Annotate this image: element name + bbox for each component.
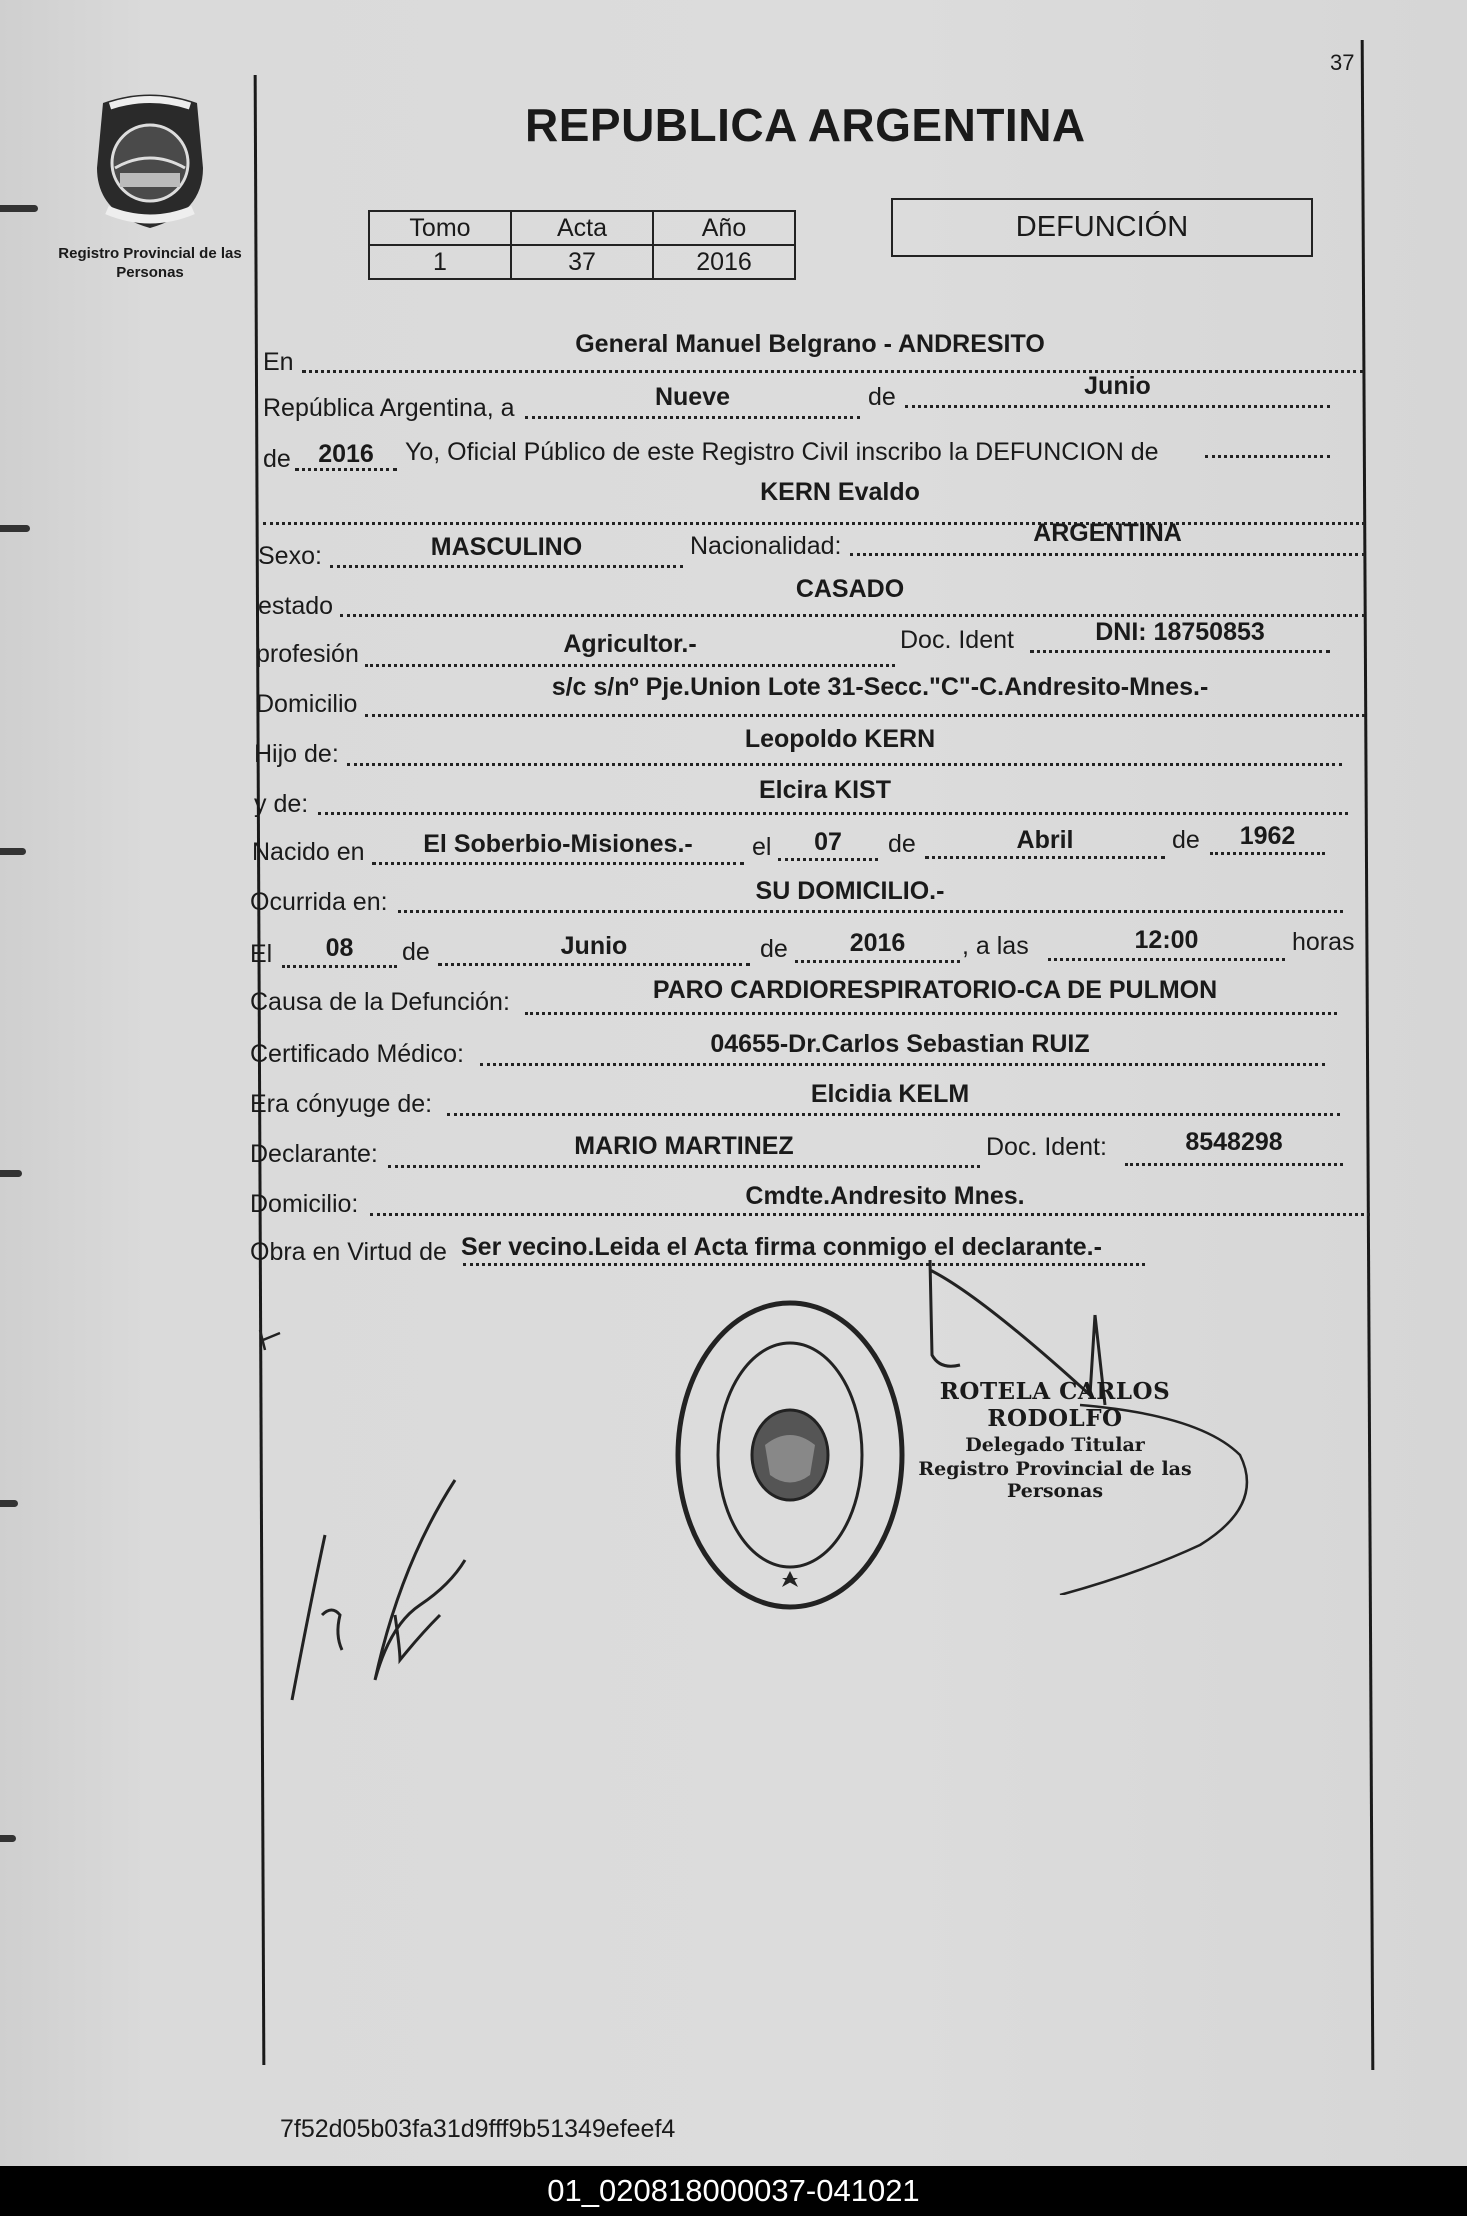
dotted-line	[795, 960, 960, 963]
dotted-line	[525, 416, 860, 419]
page-number: 37	[1330, 50, 1355, 75]
certificado-value: 04655-Dr.Carlos Sebastian RUIZ	[710, 1030, 1090, 1058]
def-hora-value: 12:00	[1134, 926, 1199, 954]
def-de-label: de	[402, 938, 430, 966]
dotted-line	[330, 565, 683, 568]
dotted-line	[365, 714, 1365, 717]
dotted-line	[850, 553, 1365, 556]
place-value: General Manuel Belgrano - ANDRESITO	[575, 330, 1045, 358]
dotted-line	[398, 910, 1343, 913]
dotted-line	[1125, 1163, 1343, 1166]
sexo-label: Sexo:	[258, 542, 322, 570]
doc2-label: Doc. Ident:	[986, 1133, 1107, 1161]
province-seal-icon	[85, 88, 215, 233]
document-hash: 7f52d05b03fa31d9fff9b51349efeef4	[280, 2115, 676, 2143]
madre-value: Elcira KIST	[759, 776, 891, 804]
binder-mark	[0, 848, 26, 855]
check-mark-icon	[255, 1325, 285, 1355]
yde-label: y de:	[254, 790, 309, 818]
hijo-label: Hijo de:	[254, 740, 339, 768]
alas-label: , a las	[962, 932, 1029, 960]
nacionalidad-label: Nacionalidad:	[690, 532, 842, 560]
nac-de2-label: de	[1172, 826, 1200, 854]
certificado-label: Certificado Médico:	[250, 1040, 464, 1068]
doc-label: Doc. Ident	[900, 626, 1014, 654]
page-title: REPUBLICA ARGENTINA	[525, 99, 1086, 151]
ocurrida-label: Ocurrida en:	[250, 888, 388, 916]
day-value: Nueve	[654, 383, 731, 411]
dotted-line	[905, 405, 1330, 408]
officer-office: Registro Provincial de las Personas	[918, 1458, 1192, 1502]
declarante-value: MARIO MARTINEZ	[574, 1132, 794, 1160]
register-header-acta: Acta	[511, 211, 653, 245]
domicilio-value: s/c s/nº Pje.Union Lote 31-Secc."C"-C.Andresito-Mnes.-	[551, 673, 1209, 701]
dotted-line	[365, 664, 895, 667]
right-border	[1361, 40, 1375, 2070]
binder-mark	[0, 1835, 16, 1842]
binder-mark	[0, 525, 30, 532]
year-value: 2016	[318, 440, 374, 468]
official-stamp-icon	[670, 1295, 910, 1615]
register-value-acta: 37	[511, 245, 653, 279]
republica-label: República Argentina, a	[263, 394, 515, 422]
en-label: En	[263, 348, 294, 376]
dotted-line	[340, 614, 1365, 617]
dotted-line	[525, 1012, 1337, 1015]
obra-value: Ser vecino.Leida el Acta firma conmigo el declarante.-	[461, 1233, 1102, 1261]
domicilio2-value: Cmdte.Andresito Mnes.	[745, 1182, 1025, 1210]
domicilio2-label: Domicilio:	[250, 1190, 359, 1218]
padre-value: Leopoldo KERN	[744, 725, 936, 753]
dotted-line	[388, 1165, 980, 1168]
register-header-tomo: Tomo	[369, 211, 511, 245]
sexo-value: MASCULINO	[430, 533, 583, 561]
declarant-signature-icon	[280, 1475, 510, 1705]
de-label: de	[868, 383, 896, 411]
dotted-line	[370, 1213, 1370, 1216]
domicilio-label: Domicilio	[256, 690, 358, 718]
obra-label: Obra en Virtud de	[250, 1238, 447, 1266]
dotted-line	[447, 1113, 1340, 1116]
dotted-line	[480, 1063, 1325, 1066]
causa-value: PARO CARDIORESPIRATORIO-CA DE PULMON	[652, 976, 1218, 1004]
dotted-line	[372, 862, 744, 865]
month-value: Junio	[1084, 372, 1151, 400]
nac-de-label: de	[888, 830, 916, 858]
doc2-value: 8548298	[1185, 1128, 1283, 1156]
officer-name: ROTELA CARLOS RODOLFO	[939, 1378, 1171, 1432]
ocurrida-value: SU DOMICILIO.-	[755, 877, 945, 905]
doc-value: DNI: 18750853	[1095, 618, 1265, 646]
binder-mark	[0, 205, 38, 212]
dotted-line	[925, 856, 1165, 859]
dotted-line	[778, 858, 878, 861]
def-de2-label: de	[760, 935, 788, 963]
estado-label: estado	[258, 592, 334, 620]
estado-value: CASADO	[795, 575, 905, 603]
de2-label: de	[263, 445, 291, 473]
dotted-line	[347, 763, 1342, 766]
register-header-anio: Año	[653, 211, 795, 245]
nac-anio-value: 1962	[1239, 822, 1296, 850]
footer-id-bar: 01_020818000037-041021	[0, 2166, 1467, 2216]
dotted-line	[1205, 455, 1330, 458]
dotted-line	[1210, 852, 1325, 855]
record-type-box: DEFUNCIÓN	[891, 198, 1313, 257]
logo-caption: Registro Provincial de las Personas	[58, 245, 242, 281]
def-anio-value: 2016	[849, 929, 906, 957]
def-dia-value: 08	[325, 934, 354, 962]
binder-mark	[0, 1170, 22, 1177]
conyuge-value: Elcidia KELM	[810, 1080, 970, 1108]
profesion-value: Agricultor.-	[563, 630, 697, 658]
officer-role: Delegado Titular	[965, 1434, 1145, 1456]
nacido-lugar-value: El Soberbio-Misiones.-	[423, 830, 693, 858]
declarante-label: Declarante:	[250, 1140, 378, 1168]
dotted-line	[282, 965, 397, 968]
dotted-line	[1030, 650, 1330, 653]
binder-mark	[0, 1500, 18, 1507]
dotted-line	[438, 963, 750, 966]
register-value-anio: 2016	[653, 245, 795, 279]
def-mes-value: Junio	[560, 932, 628, 960]
El-label: El	[250, 940, 273, 968]
register-table	[368, 210, 796, 280]
causa-label: Causa de la Defunción:	[250, 988, 510, 1016]
nacionalidad-value: ARGENTINA	[1033, 519, 1182, 547]
register-value-tomo: 1	[369, 245, 511, 279]
conyuge-label: Era cónyuge de:	[250, 1090, 433, 1118]
dotted-line	[1048, 958, 1285, 961]
nacido-label: Nacido en	[252, 838, 365, 866]
officer-block	[880, 1378, 1230, 1502]
dotted-line	[318, 812, 1348, 815]
nac-mes-value: Abril	[1016, 826, 1074, 854]
nac-dia-value: 07	[814, 828, 842, 856]
horas-label: horas	[1292, 928, 1355, 956]
deceased-name: KERN Evaldo	[760, 478, 920, 506]
el-label: el	[752, 833, 772, 861]
oficial-text: Yo, Oficial Público de este Registro Civil inscribo la DEFUNCION de	[405, 438, 1159, 466]
profesion-label: profesión	[256, 640, 359, 668]
